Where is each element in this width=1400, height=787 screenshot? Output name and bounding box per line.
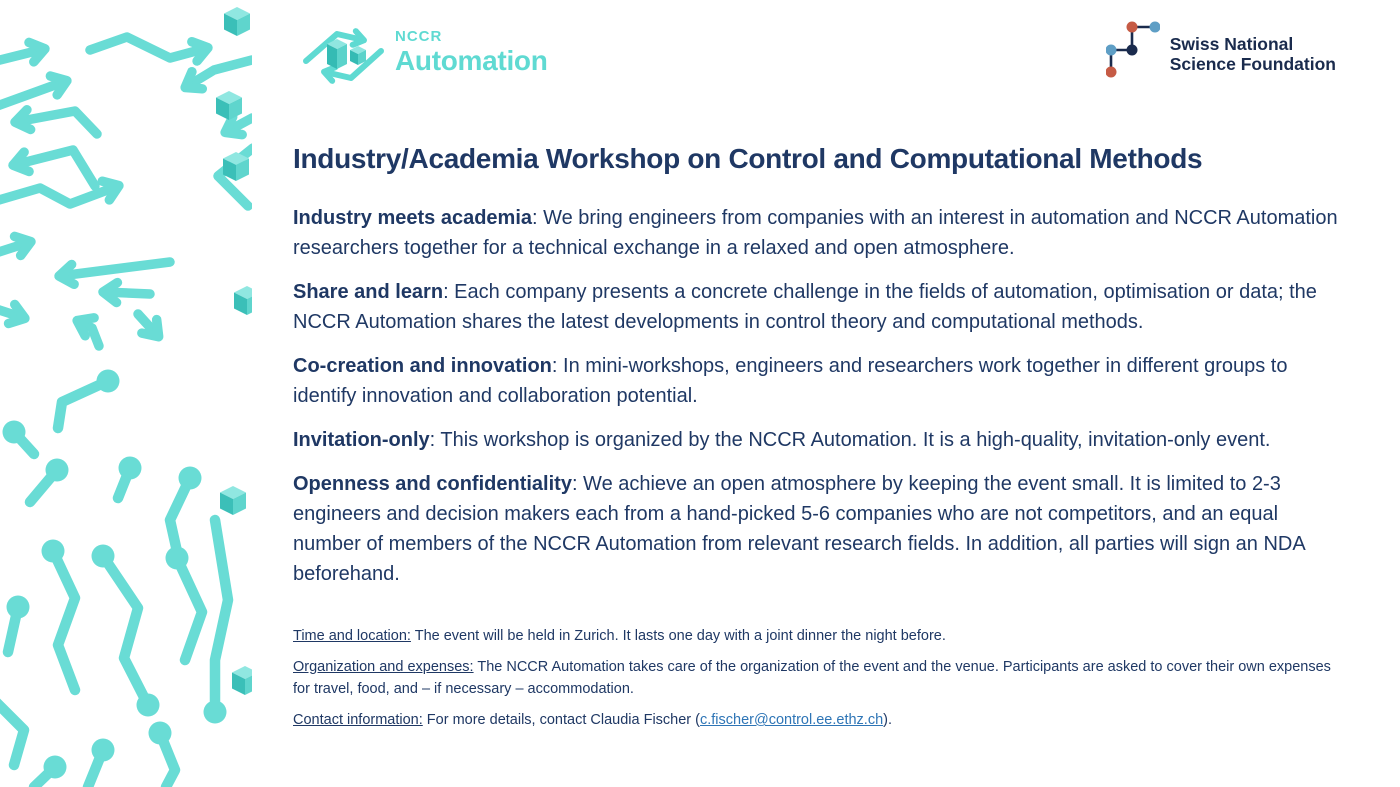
paragraph-openness-and-confidentiality xyxy=(293,469,1350,589)
page-title: Industry/Academia Workshop on Control and Computational Methods xyxy=(293,143,1203,174)
document-body xyxy=(293,0,1350,740)
circuit-pattern-decoration xyxy=(0,0,252,787)
note-label: Time and location: xyxy=(293,628,411,644)
snsf-logo-wordmark xyxy=(1170,34,1336,74)
snsf-logo-line1: Swiss National xyxy=(1169,34,1294,54)
note-time-and-location xyxy=(293,625,1350,647)
note-text: ). xyxy=(883,712,893,728)
paragraph-text: : Each company presents a concrete challenge in the fields of automation, optimisation or data; the NCCR Automation shares the latest developments in control theory and computational methods. xyxy=(293,281,1317,333)
note-label: Organization and expenses: xyxy=(293,659,474,675)
note-organization-and-expenses xyxy=(293,656,1350,700)
paragraph-lead: Industry meets academia xyxy=(293,207,532,229)
note-contact-information xyxy=(293,709,1350,731)
paragraph-text: : This workshop is organized by the NCCR Automation. It is a high-quality, invitation-only event. xyxy=(429,429,1271,451)
footer-notes xyxy=(293,625,1350,731)
note-text: The event will be held in Zurich. It lasts one day with a joint dinner the night before. xyxy=(410,628,946,644)
nccr-automation-logo xyxy=(301,25,548,87)
note-label: Contact information: xyxy=(293,712,423,728)
paragraph-lead: Openness and confidentiality xyxy=(293,473,572,495)
note-text: The NCCR Automation takes care of the organization of the event and the venue. Participants are asked to cover their own expenses for travel, food, and – if necessary – accommodation. xyxy=(293,659,1331,697)
nccr-logo-line1: NCCR xyxy=(395,28,443,45)
snsf-logo xyxy=(1106,20,1336,78)
paragraph-share-and-learn xyxy=(293,277,1350,337)
snsf-dots-mark-icon xyxy=(1106,20,1160,78)
email-link[interactable]: c.fischer@control.ee.ethz.ch xyxy=(699,712,884,728)
paragraph-industry-meets-academia xyxy=(293,203,1350,263)
paragraph-lead: Co-creation and innovation xyxy=(293,355,552,377)
paragraph-lead: Share and learn xyxy=(293,281,444,303)
header xyxy=(293,0,1350,139)
paragraph-invitation-only xyxy=(293,425,1350,455)
nccr-logo-wordmark xyxy=(395,25,548,75)
paragraph-text: : In mini-workshops, engineers and researchers work together in different groups to identify innovation and collaboration potential. xyxy=(293,355,1288,407)
paragraph-lead: Invitation-only xyxy=(293,429,430,451)
nccr-cycle-cubes-icon xyxy=(301,25,387,87)
nccr-logo-line2: Automation xyxy=(395,45,548,76)
note-text: For more details, contact Claudia Fischer ( xyxy=(422,712,700,728)
circuit-arrows-pattern-icon xyxy=(0,0,252,787)
paragraph-text: : We bring engineers from companies with an interest in automation and NCCR Automation researchers together for a technical exchange in a relaxed and open atmosphere. xyxy=(293,207,1338,259)
paragraph-text: : We achieve an open atmosphere by keeping the event small. It is limited to 2-3 engineers and decision makers each from a hand-picked 5-6 companies who are not competitors, and an equal number of members of the NCCR Automation from relevant research fields. In addition, all parties will sign an NDA beforehand. xyxy=(293,473,1305,585)
snsf-logo-line2: Science Foundation xyxy=(1169,54,1336,74)
paragraph-co-creation-and-innovation xyxy=(293,351,1350,411)
